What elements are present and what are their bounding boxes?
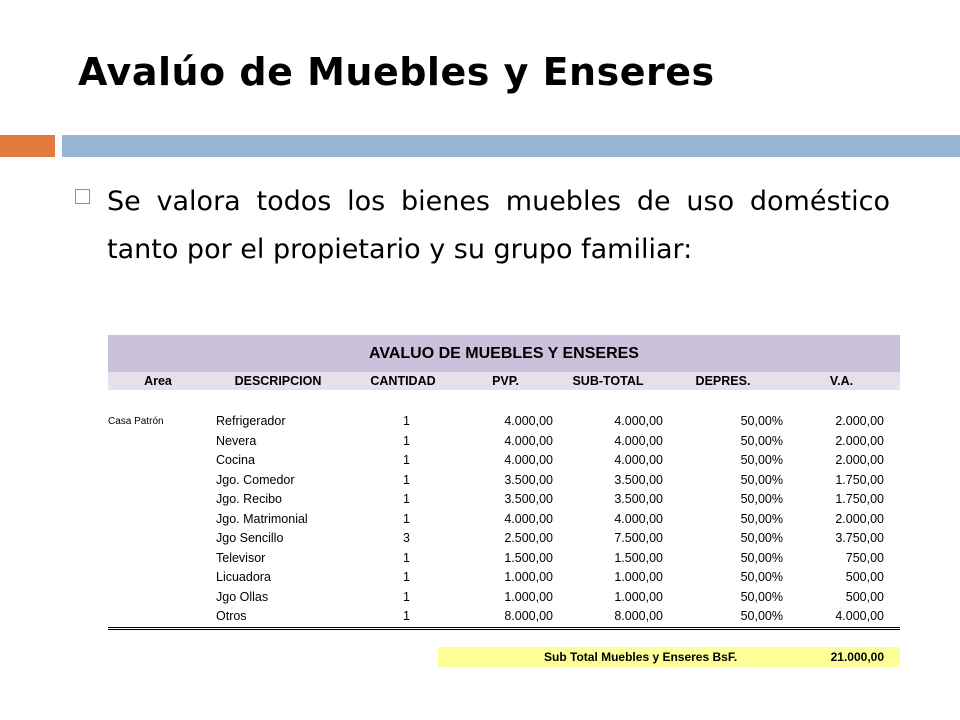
cell-area (108, 529, 208, 549)
cell-va: 2.000,00 (835, 511, 884, 526)
cell-pvp: 2.500,00 (504, 531, 553, 545)
cell-cantidad: 1 (403, 453, 410, 467)
cell-cantidad: 1 (403, 433, 410, 448)
cell-cantidad: 1 (403, 472, 410, 487)
cell-area (108, 607, 208, 627)
slide-title: Avalúo de Muebles y Enseres (78, 50, 715, 94)
subtotal-row (438, 647, 900, 667)
table-row (108, 568, 900, 588)
table-row (108, 529, 900, 549)
table-row (108, 607, 900, 630)
cell-va: 4.000,00 (835, 609, 884, 623)
cell-depres: 50,00% (740, 453, 783, 467)
accent-bar-blue (62, 135, 960, 157)
cell-subtotal: 4.000,00 (614, 414, 663, 428)
cell-subtotal: 7.500,00 (614, 531, 663, 545)
table-header (108, 372, 900, 390)
header-descripcion: DESCRIPCION (234, 374, 322, 388)
table-body (108, 412, 900, 630)
cell-area (108, 490, 208, 510)
table-row (108, 471, 900, 491)
cell-depres: 50,00% (740, 414, 783, 428)
cell-va: 2.000,00 (835, 433, 884, 448)
cell-subtotal: 3.500,00 (614, 472, 663, 487)
table-row (108, 588, 900, 608)
cell-va: 500,00 (845, 570, 884, 584)
cell-va: 500,00 (845, 589, 884, 604)
cell-area (108, 471, 208, 491)
table-title: AVALUO DE MUEBLES Y ENSERES (108, 335, 900, 372)
table-row (108, 549, 900, 569)
cell-depres: 50,00% (740, 570, 783, 584)
cell-pvp: 8.000,00 (504, 609, 553, 623)
cell-area (108, 588, 208, 608)
cell-subtotal: 3.500,00 (614, 492, 663, 506)
table-row (108, 412, 900, 432)
cell-depres: 50,00% (740, 550, 783, 565)
header-cantidad: CANTIDAD (370, 374, 436, 388)
header-depres: DEPRES. (695, 374, 751, 388)
cell-depres: 50,00% (740, 511, 783, 526)
cell-pvp: 4.000,00 (504, 511, 553, 526)
table-row (108, 432, 900, 452)
cell-subtotal: 4.000,00 (614, 511, 663, 526)
table-row (108, 510, 900, 530)
cell-va: 1.750,00 (835, 492, 884, 506)
cell-pvp: 3.500,00 (504, 472, 553, 487)
cell-pvp: 4.000,00 (504, 453, 553, 467)
cell-descripcion: Cocina (216, 453, 255, 467)
square-bullet-icon (75, 189, 90, 204)
cell-cantidad: 1 (403, 492, 410, 506)
cell-pvp: 4.000,00 (504, 433, 553, 448)
cell-descripcion: Refrigerador (216, 414, 286, 428)
cell-descripcion: Jgo Ollas (216, 589, 269, 604)
cell-cantidad: 1 (403, 589, 410, 604)
header-va: V.A. (829, 374, 854, 388)
cell-cantidad: 1 (403, 414, 410, 428)
cell-area (108, 451, 208, 471)
cell-depres: 50,00% (740, 531, 783, 545)
cell-descripcion: Otros (216, 609, 247, 623)
cell-descripcion: Televisor (216, 550, 266, 565)
table-row (108, 451, 900, 471)
accent-bar-orange (0, 135, 55, 157)
cell-cantidad: 1 (403, 550, 410, 565)
cell-depres: 50,00% (740, 472, 783, 487)
cell-pvp: 1.000,00 (504, 570, 553, 584)
cell-cantidad: 1 (403, 609, 410, 623)
cell-subtotal: 1.500,00 (614, 550, 663, 565)
cell-area (108, 510, 208, 530)
cell-depres: 50,00% (740, 492, 783, 506)
cell-depres: 50,00% (740, 589, 783, 604)
cell-va: 2.000,00 (835, 414, 884, 428)
cell-descripcion: Jgo Sencillo (216, 531, 284, 545)
cell-area (108, 549, 208, 569)
cell-pvp: 1.500,00 (504, 550, 553, 565)
cell-cantidad: 3 (403, 531, 410, 545)
cell-descripcion: Jgo. Matrimonial (216, 511, 308, 526)
cell-descripcion: Jgo. Comedor (216, 472, 295, 487)
cell-area: Casa Patrón (108, 416, 164, 427)
cell-depres: 50,00% (740, 433, 783, 448)
cell-pvp: 4.000,00 (504, 414, 553, 428)
cell-descripcion: Nevera (216, 433, 257, 448)
cell-va: 2.000,00 (835, 453, 884, 467)
bullet-text: Se valora todos los bienes muebles de uso doméstico tanto por el propietario y su grupo familiar: (107, 186, 890, 265)
header-area: Area (144, 374, 172, 388)
subtotal-label: Sub Total Muebles y Enseres BsF. (544, 650, 738, 664)
cell-area (108, 432, 208, 452)
cell-descripcion: Jgo. Recibo (216, 492, 283, 506)
cell-pvp: 1.000,00 (504, 589, 553, 604)
cell-area (108, 568, 208, 588)
cell-depres: 50,00% (740, 609, 783, 623)
cell-va: 750,00 (845, 550, 884, 565)
header-pvp: PVP. (492, 374, 519, 388)
cell-cantidad: 1 (403, 570, 410, 584)
cell-subtotal: 8.000,00 (614, 609, 663, 623)
cell-va: 1.750,00 (835, 472, 884, 487)
cell-subtotal: 4.000,00 (614, 433, 663, 448)
cell-subtotal: 1.000,00 (614, 589, 663, 604)
subtotal-value: 21.000,00 (830, 650, 884, 664)
cell-subtotal: 1.000,00 (614, 570, 663, 584)
cell-cantidad: 1 (403, 511, 410, 526)
table-row (108, 490, 900, 510)
appraisal-table (108, 335, 900, 630)
cell-subtotal: 4.000,00 (614, 453, 663, 467)
header-subtotal: SUB-TOTAL (572, 374, 644, 388)
cell-pvp: 3.500,00 (504, 492, 553, 506)
bullet-item (75, 178, 890, 274)
cell-descripcion: Licuadora (216, 570, 271, 584)
cell-va: 3.750,00 (835, 531, 884, 545)
